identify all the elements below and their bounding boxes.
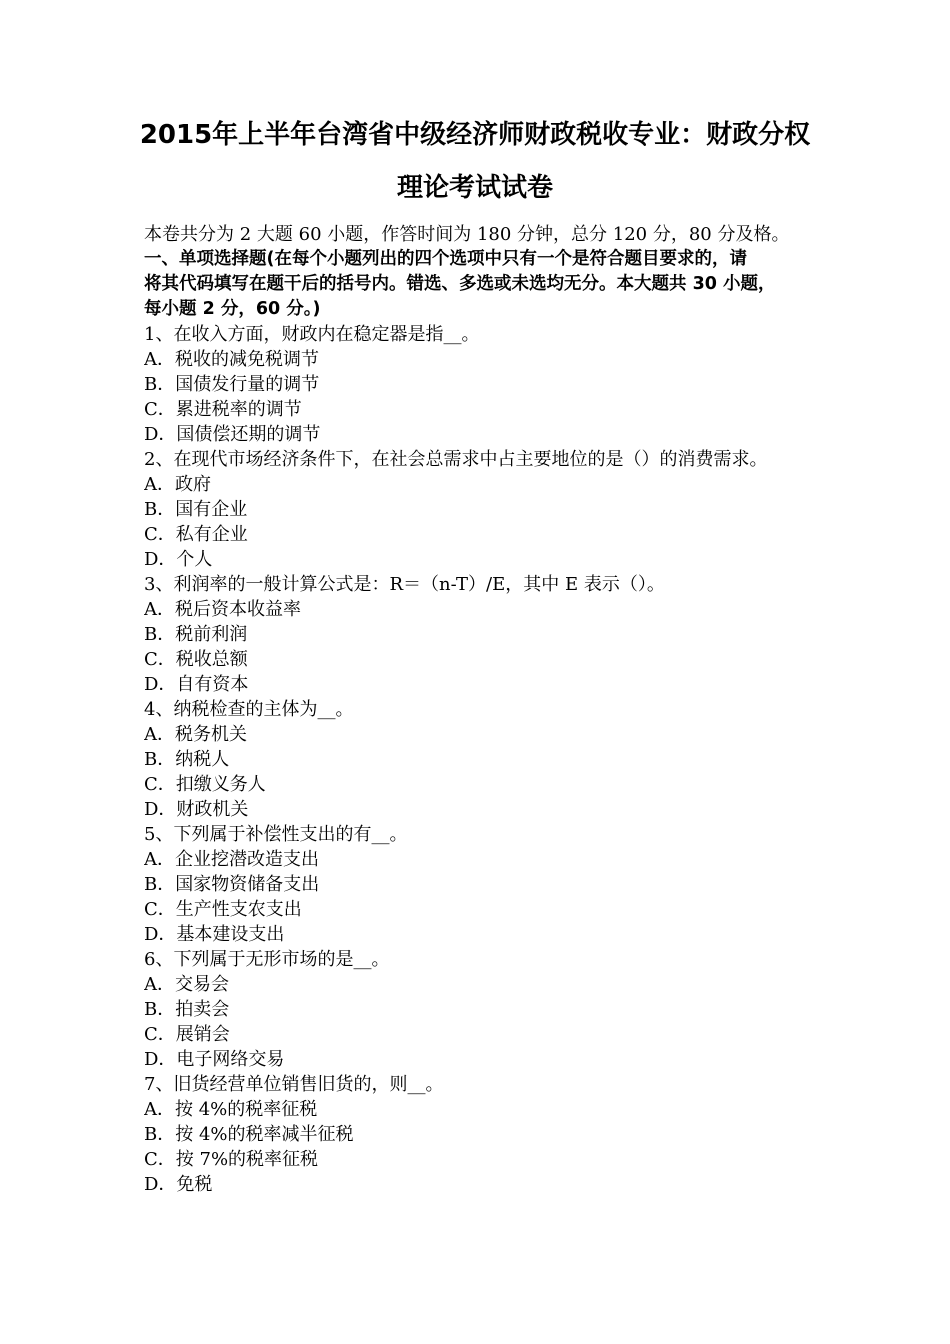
question-5 — [144, 822, 812, 947]
option-b: B．拍卖会 — [144, 999, 230, 1020]
question-stem: 5、下列属于补偿性支出的有__。 — [144, 824, 408, 845]
question-7 — [144, 1072, 812, 1197]
option-a: A．企业挖潜改造支出 — [144, 849, 319, 870]
section-heading-line-2: 将其代码填写在题干后的括号内。错选、多选或未选均无分。本大题共 30 小题， — [144, 274, 776, 294]
option-c: C．税收总额 — [144, 649, 248, 670]
option-d: D．个人 — [144, 549, 213, 570]
option-c: C．生产性支农支出 — [144, 899, 302, 920]
option-a: A．税收的减免税调节 — [144, 349, 319, 370]
exam-intro: 本卷共分为 2 大题 60 小题，作答时间为 180 分钟，总分 120 分，80 分及格。 — [144, 224, 790, 245]
option-b: B．国有企业 — [144, 499, 248, 520]
option-b: B．税前利润 — [144, 624, 248, 645]
option-c: C．累进税率的调节 — [144, 399, 302, 420]
option-c: C．私有企业 — [144, 524, 248, 545]
option-a: A．税务机关 — [144, 724, 247, 745]
question-stem: 1、在收入方面，财政内在稳定器是指__。 — [144, 324, 480, 345]
question-stem: 7、旧货经营单位销售旧货的，则__。 — [144, 1074, 444, 1095]
question-3 — [144, 572, 812, 697]
option-d: D．电子网络交易 — [144, 1049, 285, 1070]
option-a: A．交易会 — [144, 974, 229, 995]
question-2 — [144, 447, 812, 572]
option-b: B．按 4%的税率减半征税 — [144, 1124, 354, 1145]
option-a: A．按 4%的税率征税 — [144, 1099, 318, 1120]
section-heading-line-1: 一、单项选择题(在每个小题列出的四个选项中只有一个是符合题目要求的，请 — [144, 249, 747, 269]
option-b: B．国债发行量的调节 — [144, 374, 320, 395]
option-b: B．国家物资储备支出 — [144, 874, 320, 895]
question-stem: 2、在现代市场经济条件下，在社会总需求中占主要地位的是（）的消费需求。 — [144, 449, 768, 470]
question-4 — [144, 697, 812, 822]
question-stem: 3、利润率的一般计算公式是：R＝（n-T）/E，其中 E 表示（）。 — [144, 574, 665, 595]
document-title-line-1: 2015年上半年台湾省中级经济师财政税收专业：财政分权 — [139, 120, 811, 150]
option-d: D．财政机关 — [144, 799, 249, 820]
option-d: D．国债偿还期的调节 — [144, 424, 321, 445]
option-d: D．基本建设支出 — [144, 924, 285, 945]
question-stem: 6、下列属于无形市场的是__。 — [144, 949, 390, 970]
option-d: D．免税 — [144, 1174, 213, 1195]
option-b: B．纳税人 — [144, 749, 230, 770]
section-heading-line-3: 每小题 2 分，60 分。) — [144, 299, 321, 319]
question-1 — [144, 322, 812, 447]
option-c: C．按 7%的税率征税 — [144, 1149, 319, 1170]
document-title-line-2: 理论考试试卷 — [396, 173, 553, 203]
option-a: A．政府 — [144, 474, 211, 495]
document-body — [144, 222, 812, 1197]
question-6 — [144, 947, 812, 1072]
option-a: A．税后资本收益率 — [144, 599, 301, 620]
option-d: D．自有资本 — [144, 674, 249, 695]
option-c: C．展销会 — [144, 1024, 230, 1045]
question-stem: 4、纳税检查的主体为__。 — [144, 699, 354, 720]
option-c: C．扣缴义务人 — [144, 774, 266, 795]
